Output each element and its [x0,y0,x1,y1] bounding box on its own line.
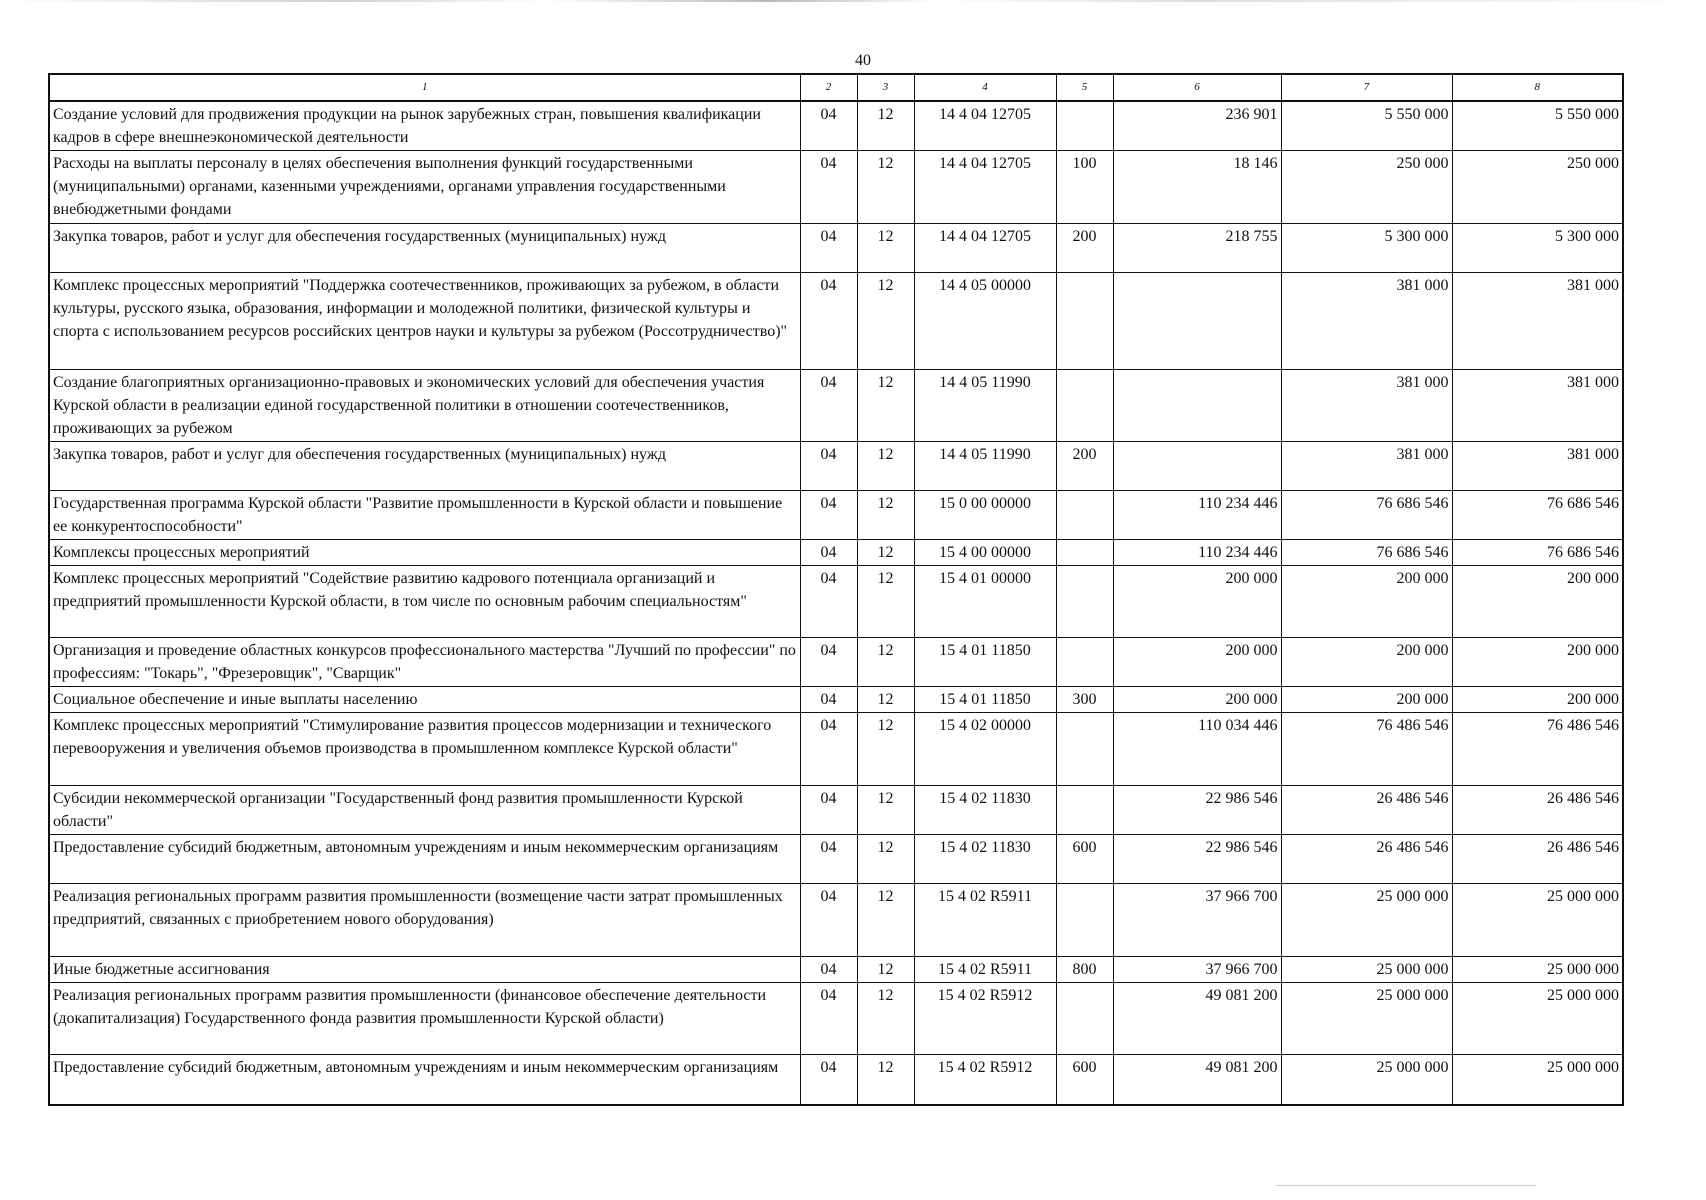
section-code: 04 [800,884,857,957]
item-name: Реализация региональных программ развития промышленности (возмещение части затрат промышленных предприятий, связанных с приобретением нового оборудования) [49,884,800,957]
table-row [49,101,1623,151]
amount-col6: 37 966 700 [1113,884,1281,957]
target-article-code: 15 4 01 11850 [914,638,1056,687]
amount-col7: 25 000 000 [1281,957,1452,983]
scan-artifact [1276,1185,1536,1186]
amount-col8: 200 000 [1452,566,1623,638]
amount-col6 [1113,273,1281,370]
section-code: 04 [800,713,857,786]
amount-col6: 110 234 446 [1113,540,1281,566]
amount-col8: 25 000 000 [1452,957,1623,983]
subsection-code: 12 [857,540,914,566]
header-cell: 4 [914,74,1056,101]
expense-type-code: 100 [1056,151,1113,224]
subsection-code: 12 [857,101,914,151]
target-article-code: 15 4 02 11830 [914,835,1056,884]
amount-col6: 218 755 [1113,224,1281,273]
header-cell: 5 [1056,74,1113,101]
expense-type-code [1056,540,1113,566]
subsection-code: 12 [857,566,914,638]
target-article-code: 15 4 02 R5911 [914,884,1056,957]
subsection-code: 12 [857,638,914,687]
subsection-code: 12 [857,370,914,442]
item-name: Закупка товаров, работ и услуг для обеспечения государственных (муниципальных) нужд [49,224,800,273]
section-code: 04 [800,151,857,224]
section-code: 04 [800,491,857,540]
subsection-code: 12 [857,786,914,835]
target-article-code: 15 4 02 R5912 [914,1055,1056,1105]
subsection-code: 12 [857,957,914,983]
amount-col6: 37 966 700 [1113,957,1281,983]
item-name: Создание условий для продвижения продукции на рынок зарубежных стран, повышения квалификации кадров в сфере внешнеэкономической деятельности [49,101,800,151]
amount-col8: 25 000 000 [1452,884,1623,957]
amount-col8: 200 000 [1452,638,1623,687]
subsection-code: 12 [857,983,914,1055]
subsection-code: 12 [857,713,914,786]
amount-col7: 381 000 [1281,442,1452,491]
table-row [49,957,1623,983]
target-article-code: 15 4 00 00000 [914,540,1056,566]
amount-col7: 26 486 546 [1281,786,1452,835]
expense-type-code [1056,884,1113,957]
item-name: Расходы на выплаты персоналу в целях обеспечения выполнения функций государственными (муниципальными) органами, казенными учреждениями, органами управления государственными внебюджетными фондами [49,151,800,224]
table-row [49,224,1623,273]
item-name: Организация и проведение областных конкурсов профессионального мастерства "Лучший по профессии" по профессиям: "Токарь", "Фрезеровщик", "Сварщик" [49,638,800,687]
amount-col8: 76 686 546 [1452,491,1623,540]
amount-col6: 49 081 200 [1113,983,1281,1055]
table-row [49,491,1623,540]
item-name: Субсидии некоммерческой организации "Государственный фонд развития промышленности Курской области" [49,786,800,835]
amount-col7: 381 000 [1281,370,1452,442]
expense-type-code [1056,491,1113,540]
subsection-code: 12 [857,835,914,884]
amount-col7: 200 000 [1281,687,1452,713]
target-article-code: 15 4 02 R5911 [914,957,1056,983]
scan-edge-top [0,0,1706,2]
amount-col6: 22 986 546 [1113,835,1281,884]
amount-col6: 200 000 [1113,687,1281,713]
item-name: Создание благоприятных организационно-правовых и экономических условий для обеспечения участия Курской области в реализации единой государственной политики в отношении соотечественников, проживающих за рубежом [49,370,800,442]
amount-col7: 76 486 546 [1281,713,1452,786]
item-name: Иные бюджетные ассигнования [49,957,800,983]
header-cell: 1 [49,74,800,101]
target-article-code: 14 4 05 00000 [914,273,1056,370]
expense-type-code [1056,713,1113,786]
target-article-code: 14 4 05 11990 [914,370,1056,442]
expense-type-code [1056,566,1113,638]
subsection-code: 12 [857,442,914,491]
expense-type-code [1056,638,1113,687]
table-row [49,1055,1623,1105]
table-row [49,713,1623,786]
subsection-code: 12 [857,1055,914,1105]
header-row [49,74,1623,101]
table-row [49,835,1623,884]
header-cell: 2 [800,74,857,101]
subsection-code: 12 [857,491,914,540]
target-article-code: 15 4 02 11830 [914,786,1056,835]
target-article-code: 15 4 02 R5912 [914,983,1056,1055]
amount-col8: 250 000 [1452,151,1623,224]
amount-col7: 26 486 546 [1281,835,1452,884]
amount-col6: 49 081 200 [1113,1055,1281,1105]
item-name: Комплекс процессных мероприятий "Содействие развитию кадрового потенциала организаций и предприятий промышленности Курской области, в том числе по основным рабочим специальностям" [49,566,800,638]
amount-col6: 110 234 446 [1113,491,1281,540]
expense-type-code [1056,273,1113,370]
table-row [49,638,1623,687]
section-code: 04 [800,983,857,1055]
amount-col7: 25 000 000 [1281,1055,1452,1105]
expense-type-code [1056,983,1113,1055]
amount-col8: 26 486 546 [1452,835,1623,884]
amount-col7: 5 300 000 [1281,224,1452,273]
section-code: 04 [800,370,857,442]
target-article-code: 15 4 02 00000 [914,713,1056,786]
item-name: Предоставление субсидий бюджетным, автономным учреждениям и иным некоммерческим организациям [49,835,800,884]
section-code: 04 [800,273,857,370]
target-article-code: 14 4 04 12705 [914,224,1056,273]
header-cell: 8 [1452,74,1623,101]
header-cell: 7 [1281,74,1452,101]
amount-col6: 18 146 [1113,151,1281,224]
target-article-code: 14 4 05 11990 [914,442,1056,491]
item-name: Государственная программа Курской области "Развитие промышленности в Курской области и повышение ее конкурентоспособности" [49,491,800,540]
amount-col6: 200 000 [1113,638,1281,687]
table-row [49,442,1623,491]
amount-col6 [1113,370,1281,442]
amount-col8: 25 000 000 [1452,983,1623,1055]
expense-type-code [1056,101,1113,151]
amount-col7: 5 550 000 [1281,101,1452,151]
page-number: 40 [855,52,871,69]
table-row [49,566,1623,638]
table-row [49,687,1623,713]
section-code: 04 [800,442,857,491]
item-name: Социальное обеспечение и иные выплаты населению [49,687,800,713]
subsection-code: 12 [857,687,914,713]
amount-col8: 381 000 [1452,273,1623,370]
section-code: 04 [800,101,857,151]
table-row [49,983,1623,1055]
item-name: Реализация региональных программ развития промышленности (финансовое обеспечение деятельности (докапитализация) Государственного фонда развития промышленности Курской области) [49,983,800,1055]
amount-col8: 5 300 000 [1452,224,1623,273]
section-code: 04 [800,1055,857,1105]
table-row [49,786,1623,835]
expense-type-code: 800 [1056,957,1113,983]
subsection-code: 12 [857,224,914,273]
expense-type-code: 600 [1056,835,1113,884]
target-article-code: 15 4 01 00000 [914,566,1056,638]
amount-col8: 76 686 546 [1452,540,1623,566]
section-code: 04 [800,957,857,983]
table-row [49,540,1623,566]
amount-col8: 76 486 546 [1452,713,1623,786]
section-code: 04 [800,835,857,884]
amount-col6 [1113,442,1281,491]
target-article-code: 14 4 04 12705 [914,101,1056,151]
target-article-code: 15 0 00 00000 [914,491,1056,540]
item-name: Закупка товаров, работ и услуг для обеспечения государственных (муниципальных) нужд [49,442,800,491]
section-code: 04 [800,786,857,835]
amount-col6: 236 901 [1113,101,1281,151]
table-row [49,884,1623,957]
expense-type-code: 200 [1056,442,1113,491]
header-cell: 3 [857,74,914,101]
section-code: 04 [800,687,857,713]
target-article-code: 15 4 01 11850 [914,687,1056,713]
target-article-code: 14 4 04 12705 [914,151,1056,224]
amount-col7: 200 000 [1281,566,1452,638]
amount-col8: 381 000 [1452,442,1623,491]
amount-col7: 250 000 [1281,151,1452,224]
amount-col7: 76 686 546 [1281,540,1452,566]
amount-col7: 25 000 000 [1281,884,1452,957]
amount-col8: 25 000 000 [1452,1055,1623,1105]
budget-table [48,73,1624,1106]
subsection-code: 12 [857,273,914,370]
amount-col8: 5 550 000 [1452,101,1623,151]
subsection-code: 12 [857,884,914,957]
amount-col8: 26 486 546 [1452,786,1623,835]
expense-type-code [1056,370,1113,442]
amount-col7: 200 000 [1281,638,1452,687]
header-cell: 6 [1113,74,1281,101]
amount-col6: 110 034 446 [1113,713,1281,786]
amount-col7: 25 000 000 [1281,983,1452,1055]
section-code: 04 [800,224,857,273]
amount-col6: 22 986 546 [1113,786,1281,835]
amount-col7: 76 686 546 [1281,491,1452,540]
amount-col8: 381 000 [1452,370,1623,442]
section-code: 04 [800,566,857,638]
item-name: Предоставление субсидий бюджетным, автономным учреждениям и иным некоммерческим организациям [49,1055,800,1105]
item-name: Комплексы процессных мероприятий [49,540,800,566]
expense-type-code [1056,786,1113,835]
expense-type-code: 300 [1056,687,1113,713]
item-name: Комплекс процессных мероприятий "Поддержка соотечественников, проживающих за рубежом, в области культуры, русского языка, образования, информации и молодежной политики, физической культуры и спорта с использованием ресурсов российских центров науки и культуры за рубежом (Россотрудничество)" [49,273,800,370]
table-row [49,273,1623,370]
amount-col8: 200 000 [1452,687,1623,713]
section-code: 04 [800,540,857,566]
item-name: Комплекс процессных мероприятий "Стимулирование развития процессов модернизации и технического перевооружения и увеличения объемов производства в промышленном комплексе Курской области" [49,713,800,786]
expense-type-code: 200 [1056,224,1113,273]
table-row [49,151,1623,224]
table-row [49,370,1623,442]
amount-col6: 200 000 [1113,566,1281,638]
subsection-code: 12 [857,151,914,224]
expense-type-code: 600 [1056,1055,1113,1105]
amount-col7: 381 000 [1281,273,1452,370]
section-code: 04 [800,638,857,687]
